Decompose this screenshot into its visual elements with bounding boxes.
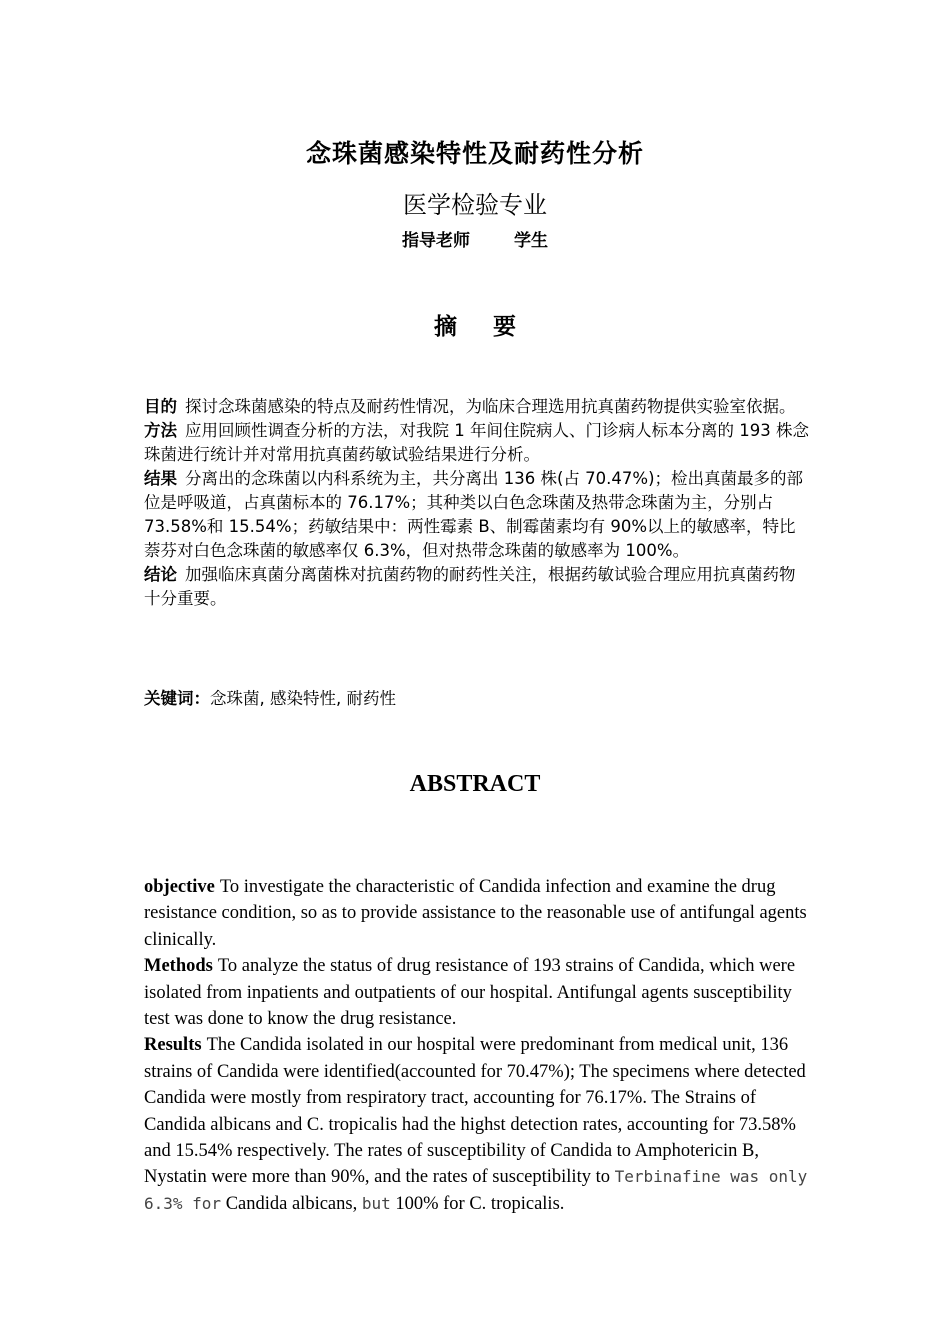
en-results-text-3: 100% for C. tropicalis.: [395, 1193, 565, 1214]
en-objective-text: To investigate the characteristic of Candida infection and examine the drug resistance condition, so as to provide assistance to the reasonable use of antifungal agents clinically.: [144, 877, 807, 950]
cn-results-label: 结果: [144, 469, 177, 488]
en-objective-label: objective: [144, 877, 215, 897]
cn-abstract-heading-right: 要: [493, 314, 516, 340]
en-results-label: Results: [144, 1035, 202, 1056]
en-methods-paragraph: [144, 953, 810, 1032]
cn-methods-label: 方法: [144, 421, 177, 440]
en-abstract-heading: ABSTRACT: [409, 771, 541, 797]
cn-conclusion-label: 结论: [144, 565, 177, 584]
cn-results-text: 分离出的念珠菌以内科系统为主，共分离出 136 株(占 70.47%)；检出真菌最多的部位是呼吸道，占真菌标本的 76.17%；其种类以白色念珠菌及热带念珠菌为主，分别占 73.58%和 15.54%；药敏结果中：两性霉素 B、制霉菌素均有 90%以上的敏感率，特比萘芬对白色念珠菌的敏感率仅 6.3%，但对热带念珠菌的敏感率为 100%。: [144, 469, 804, 560]
cn-methods-paragraph: [144, 419, 810, 467]
major-label: 医学检验专业: [403, 191, 547, 219]
keywords-label: 关键词：: [144, 689, 210, 708]
cn-conclusion-text: 加强临床真菌分离菌株对抗菌药物的耐药性关注，根据药敏试验合理应用抗真菌药物十分重要。: [144, 565, 796, 608]
en-abstract-body: [144, 874, 810, 1217]
advisor-student-line: [0, 226, 950, 251]
document-title: 念珠菌感染特性及耐药性分析: [305, 139, 644, 168]
cn-objective-text: 探讨念珠菌感染的特点及耐药性情况，为临床合理选用抗真菌药物提供实验室依据。: [185, 397, 796, 416]
cn-objective-paragraph: [144, 395, 810, 419]
cn-objective-label: 目的: [144, 397, 177, 416]
en-results-mono-1: Terbinafine was only 6.3% for: [144, 1167, 808, 1213]
cn-abstract-body: [144, 395, 810, 611]
en-results-text-2: Candida albicans,: [225, 1193, 358, 1214]
cn-conclusion-paragraph: [144, 563, 810, 611]
en-results-text: The Candida isolated in our hospital were predominant from medical unit, 136 strains of Candida were identified(accounted for 70.47%); The specimens where detected Candida were mostly from respiratory tract, accounting for 76.17%. The Strains of Candida albicans and C. tropicalis had the highst detection rates, accounting for 73.58% and 15.54% respectively. The rates of susceptibility of Candida to Amphotericin B, Nystatin were more than 90%, and the rates of susceptibility to: [144, 1035, 806, 1188]
cn-abstract-heading-left: 摘: [434, 314, 457, 340]
cn-methods-text: 应用回顾性调查分析的方法，对我院 1 年间住院病人、门诊病人标本分离的 193 株念珠菌进行统计并对常用抗真菌药敏试验结果进行分析。: [144, 421, 809, 464]
en-objective-paragraph: [144, 874, 810, 953]
en-methods-text: To analyze the status of drug resistance of 193 strains of Candida, which were isolated from inpatients and outpatients of our hospital. Antifungal agents susceptibility test was done to know the drug resistance.: [144, 956, 796, 1030]
keywords-line: [144, 685, 810, 709]
en-results-paragraph: [144, 1032, 810, 1217]
cn-results-paragraph: [144, 467, 810, 563]
keywords-text: 念珠菌, 感染特性, 耐药性: [210, 689, 396, 708]
student-label: 学生: [514, 231, 548, 251]
advisor-label: 指导老师: [402, 231, 470, 251]
cn-abstract-heading: [0, 308, 950, 341]
en-methods-label: Methods: [144, 956, 213, 977]
en-results-mono-2: but: [361, 1193, 391, 1213]
